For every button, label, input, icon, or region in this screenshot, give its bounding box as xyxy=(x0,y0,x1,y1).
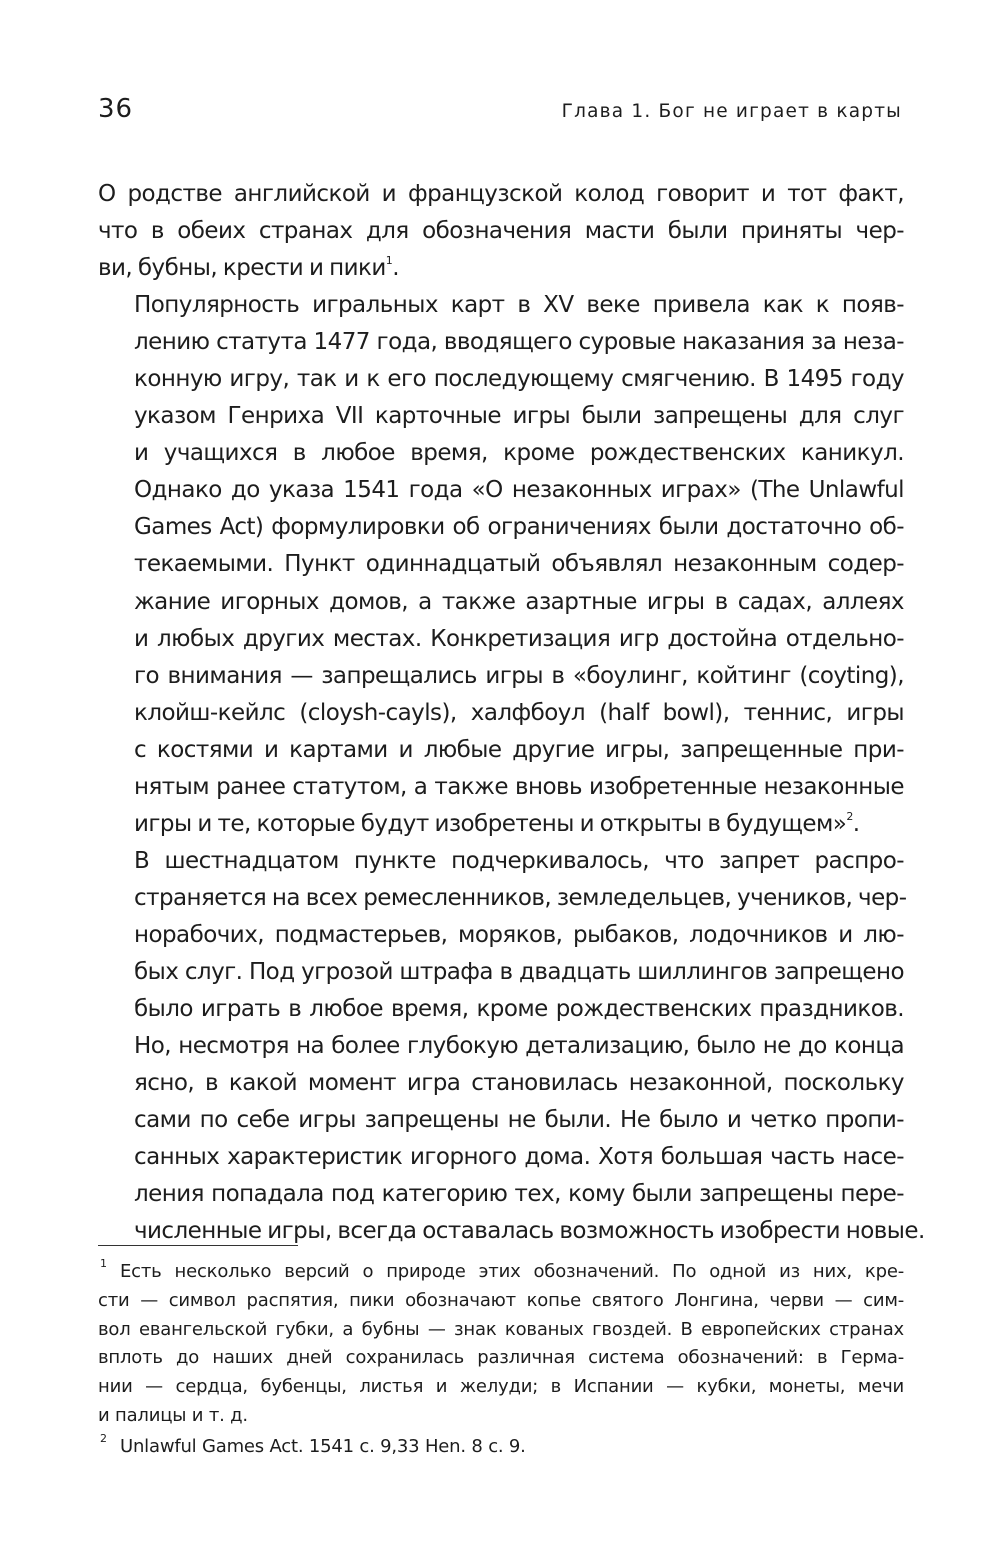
text-line: ления попадала под категорию тех, кому были запрещены пере- xyxy=(134,1181,904,1208)
sentence-end: . xyxy=(392,255,399,282)
text-line: и учащихся в любое время, кроме рождественских каникул. xyxy=(134,440,904,467)
text-line: Однако до указа 1541 года «О незаконных играх» (The Unlawful xyxy=(134,477,904,504)
text-line-content: игры и те, которые будут изобретены и открыты в будущем» xyxy=(134,810,847,837)
text-line: клойш-кейлс (cloysh-cayls), халфбоул (half bowl), теннис, игры xyxy=(134,699,904,726)
text-line: и любых других местах. Конкретизация игр достойна отдельно- xyxy=(134,625,904,652)
text-line: конную игру, так и к его последующему смягчению. В 1495 году xyxy=(134,366,904,393)
footnote-line: Unlawful Games Act. 1541 c. 9,33 Hen. 8 c. 9. xyxy=(120,1435,526,1457)
paragraph-3 xyxy=(98,843,925,1251)
footnote-1 xyxy=(98,1258,904,1431)
footnote-mark: 1 xyxy=(100,1257,107,1270)
text-line: указом Генриха VII карточные игры были запрещены для слуг xyxy=(134,403,904,430)
text-line: ясно, в какой момент игра становилась незаконной, поскольку xyxy=(134,1070,904,1097)
text-line: го внимания — запрещались игры в «боулинг, койтинг (coyting), xyxy=(134,662,904,689)
footnote-line: нии — сердца, бубенцы, листья и желуди; в Испании — кубки, монеты, мечи xyxy=(98,1376,904,1398)
text-line xyxy=(98,806,904,843)
text-line: О родстве английской и французской колод говорит и тот факт, xyxy=(98,181,904,207)
footnote-line: вол евангельской губки, а бубны — знак кованых гвоздей. В европейских странах xyxy=(98,1318,904,1340)
footnote-2 xyxy=(98,1433,904,1462)
text-line: жание игорных домов, а также азартные игры в садах, аллеях xyxy=(134,588,904,615)
text-line: бых слуг. Под угрозой штрафа в двадцать шиллингов запрещено xyxy=(134,958,904,985)
text-line: санных характеристик игорного дома. Хотя большая часть насе- xyxy=(134,1144,904,1171)
footnotes xyxy=(98,1258,904,1464)
footnote-line: и палицы и т. д. xyxy=(98,1404,248,1426)
text-line: что в обеих странах для обозначения масти были приняты чер- xyxy=(98,218,904,245)
text-line: сами по себе игры запрещены не были. Не было и четко пропи- xyxy=(134,1107,904,1134)
text-line: с костями и картами и любые другие игры, запрещенные при- xyxy=(134,736,904,763)
sentence-end: . xyxy=(852,810,860,837)
running-head xyxy=(98,94,902,134)
main-text xyxy=(98,176,925,1250)
text-line: В шестнадцатом пункте подчеркивалось, что запрет распро- xyxy=(134,847,904,874)
footnote-ref-2[interactable]: 2 xyxy=(846,810,853,824)
footnote-divider xyxy=(98,1245,298,1246)
text-line xyxy=(98,250,904,287)
text-line: норабочих, подмастерьев, моряков, рыбаков, лодочников и лю- xyxy=(134,921,904,948)
text-line: Games Act) формулировки об ограничениях были достаточно об- xyxy=(134,514,904,541)
footnote-line: сти — символ распятия, пики обозначают копье святого Лонгина, черви — сим- xyxy=(98,1289,904,1311)
text-line: лению статута 1477 года, вводящего суровые наказания за неза- xyxy=(134,329,904,356)
text-line: было играть в любое время, кроме рождественских праздников. xyxy=(134,996,904,1023)
paragraph-1 xyxy=(98,176,904,287)
footnote-line: Есть несколько версий о природе этих обозначений. По одной из них, кре- xyxy=(120,1261,904,1282)
text-line: Но, несмотря на более глубокую детализацию, было не до конца xyxy=(134,1033,904,1060)
text-line: Популярность игральных карт в XV веке привела как к появ- xyxy=(134,292,904,319)
text-line: страняется на всех ремесленников, земледельцев, учеников, чер- xyxy=(134,884,907,911)
chapter-title: Глава 1. Бог не играет в карты xyxy=(561,101,902,122)
page-number: 36 xyxy=(98,94,134,124)
text-line: численные игры, всегда оставалась возможность изобрести новые. xyxy=(134,1218,925,1245)
text-line: нятым ранее статутом, а также вновь изобретенные незаконные xyxy=(134,773,904,800)
footnote-line: вплоть до наших дней сохранилась различная система обозначений: в Герма- xyxy=(98,1347,904,1369)
text-line: текаемыми. Пункт одиннадцатый объявлял незаконным содер- xyxy=(134,551,904,578)
text-line-content: ви, бубны, крести и пики xyxy=(98,255,386,282)
footnote-mark: 2 xyxy=(100,1431,107,1445)
paragraph-2 xyxy=(98,287,904,843)
footnote-ref-1[interactable]: 1 xyxy=(385,254,393,268)
